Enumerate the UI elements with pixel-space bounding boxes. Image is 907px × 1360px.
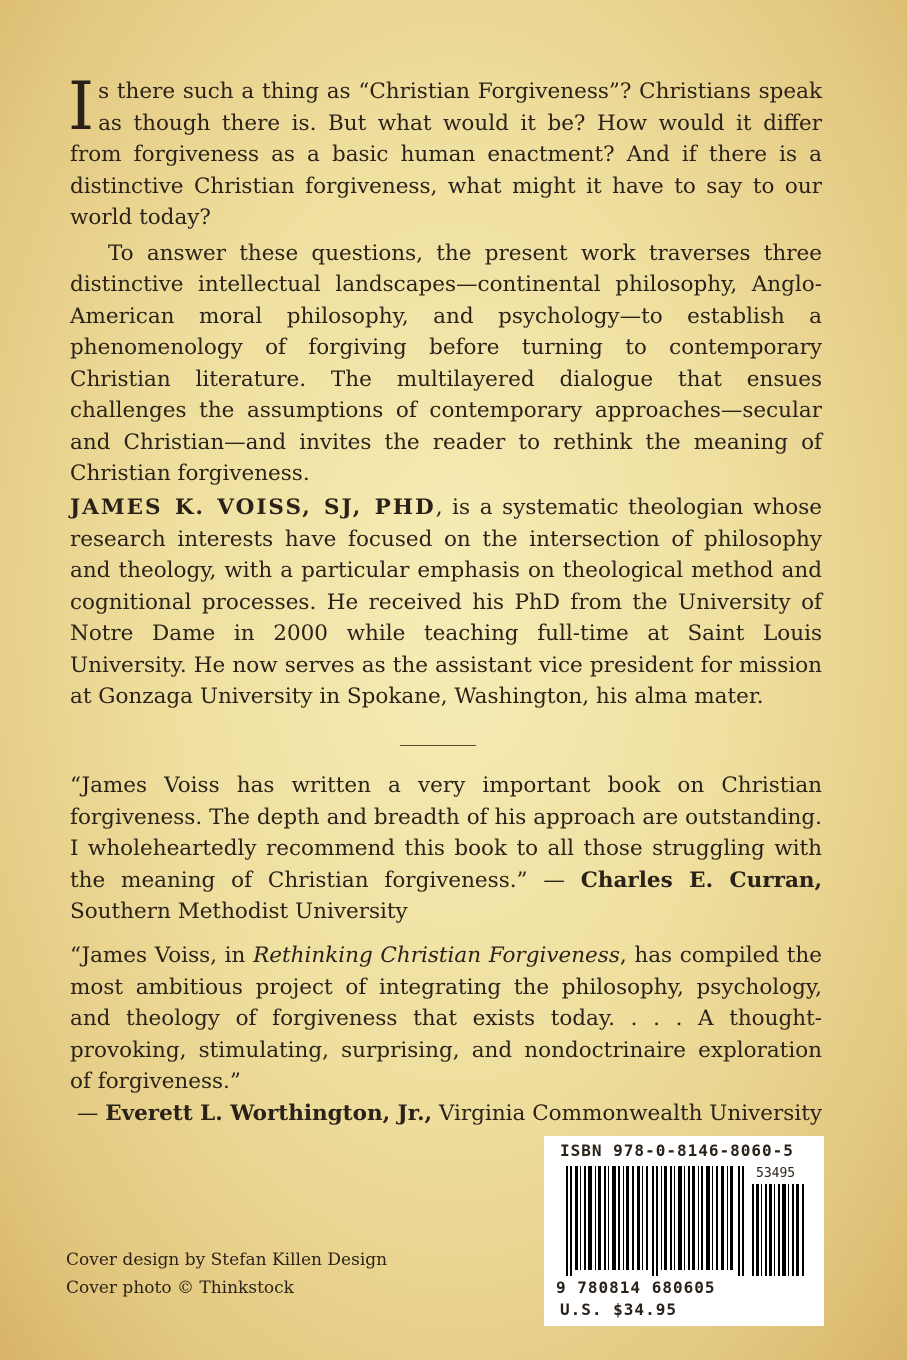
author-bio: [70, 492, 822, 713]
blurb-2-name: Everett L. Worthington, Jr.,: [105, 1100, 433, 1126]
price-label: U.S. $34.95: [560, 1300, 677, 1319]
intro-section: [68, 68, 822, 490]
cover-credits: [66, 1246, 387, 1302]
author-name: JAMES K. VOISS, SJ, PHD: [70, 495, 436, 520]
ean-barcode-icon: [566, 1166, 746, 1276]
barcode-block: [544, 1136, 824, 1326]
intro-paragraph-2: To answer these questions, the present work traverses three distinctive intellectual landscapes—continental philosophy, Anglo-American moral philosophy, and psychology—to establish a phenomenology of forgiving before turning to contemporary Christian literature. The multilayered dialogue that ensues challenges the assumptions of contemporary approaches—secular and Christian—and invites the reader to rethink the meaning of Christian forgiveness.: [70, 240, 822, 486]
credit-design: Cover design by Stefan Killen Design: [66, 1250, 388, 1270]
drop-cap: I: [68, 68, 95, 145]
blurb-2-open: “James Voiss, in: [70, 943, 254, 968]
section-divider: [400, 745, 476, 746]
blurb-2-dash: —: [76, 1100, 106, 1126]
blurb-1-name: Charles E. Curran,: [580, 867, 822, 893]
blurb-2: [70, 940, 822, 1129]
blurb-2-book-title: Rethinking Christian Forgiveness: [253, 943, 620, 968]
blurb-1: [70, 770, 822, 928]
addon-barcode-icon: [752, 1166, 808, 1276]
blurb-1-quote: “James Voiss has written a very important book on Christian forgiveness. The depth and breadth of his approach are outstanding. I wholeheartedly recommend this book to all those struggling with the meaning of Christian forgiveness.” —: [70, 773, 822, 893]
ean-number: 9 780814 680605: [556, 1278, 716, 1297]
author-bio-text: , is a systematic theologian whose research interests have focused on the intersection of philosophy and theology, with a particular emphasis on theological method and cognitional processes. He received his PhD from the University of Notre Dame in 2000 while teaching full-time at Saint Louis University. He now serves as the assistant vice president for mission at Gonzaga University in Spokane, Washington, his alma mater.: [70, 495, 822, 709]
isbn-label: ISBN 978-0-8146-8060-5: [560, 1141, 794, 1160]
intro-paragraph-1: [68, 68, 822, 234]
blurb-1-affiliation: Southern Methodist University: [70, 899, 408, 924]
intro-paragraph-1-text: s there such a thing as “Christian Forgiveness”? Christians speak as though there is. But what would it be? How would it differ from forgiveness as a basic human enactment? And if there is a distinctive Christian forgiveness, what might it have to say to our world today?: [70, 79, 822, 230]
addon-number: 53495: [756, 1166, 796, 1181]
blurb-2-quote: , has compiled the most ambitious project of integrating the philosophy, psychology, and theology of forgiveness that exists today. . . . A thought-provoking, stimulating, surprising, and nondoctrinaire exploration of forgiveness.”: [70, 943, 822, 1094]
blurb-2-affiliation: Virginia Commonwealth University: [432, 1100, 822, 1126]
credit-photo: Cover photo © Thinkstock: [66, 1278, 294, 1298]
blurb-2-attribution: [70, 1098, 822, 1130]
